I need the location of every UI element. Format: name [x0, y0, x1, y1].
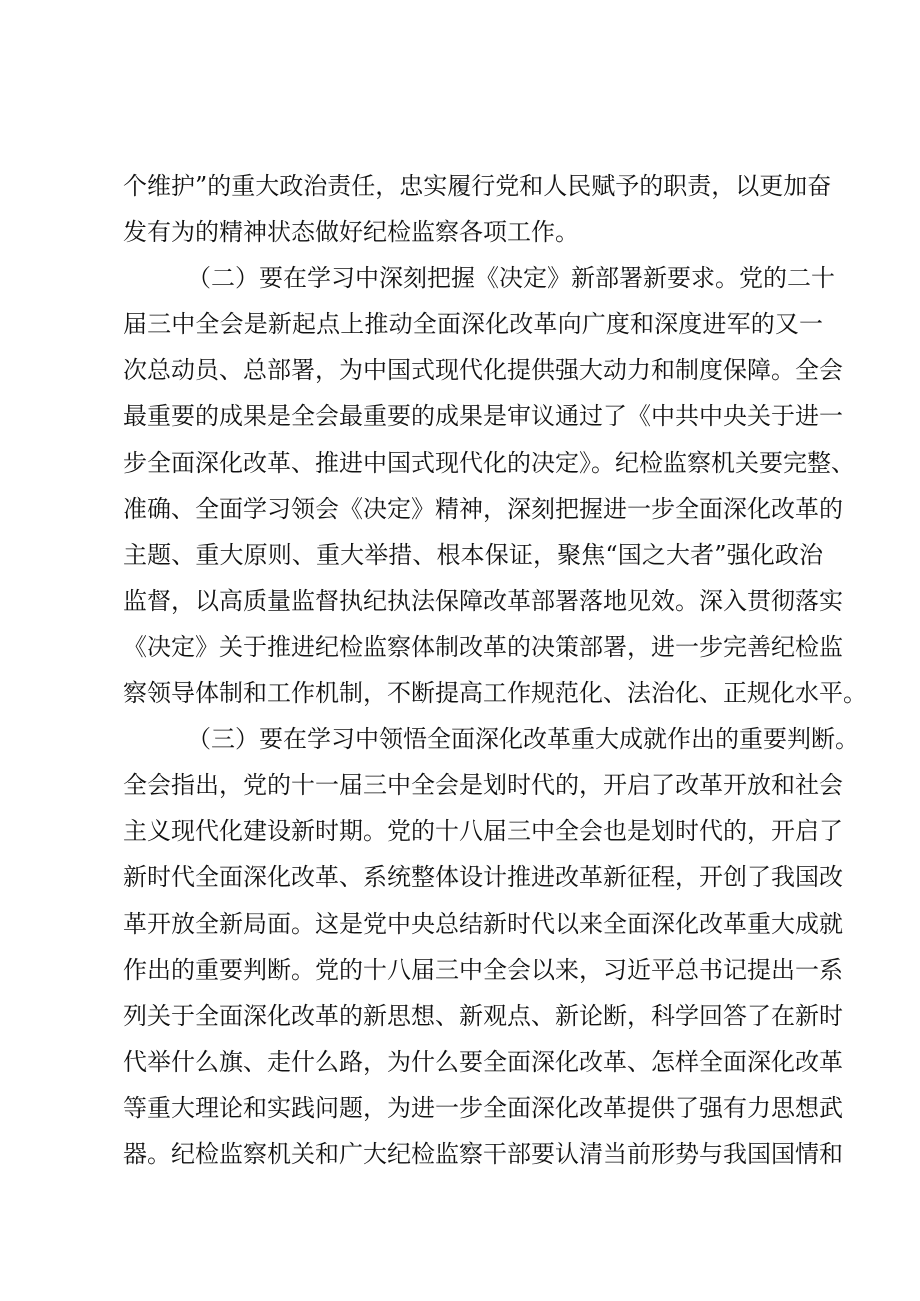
text-line: 次总动员、总部署，为中国式现代化提供强大动力和制度保障。全会: [123, 356, 843, 385]
text-line: 全会指出，党的十一届三中全会是划时代的，开启了改革开放和社会: [123, 771, 843, 800]
text-line: 《决定》关于推进纪检监察体制改革的决策部署，进一步完善纪检监: [123, 632, 843, 661]
text-line: 个维护”的重大政治责任，忠实履行党和人民赋予的职责，以更加奋: [123, 172, 832, 200]
text-line: 器。纪检监察机关和广大纪检监察干部要认清当前形势与我国国情和: [123, 1139, 843, 1168]
body-text: [123, 163, 867, 1177]
text-line: 准确、全面学习领会《决定》精神，深刻把握进一步全面深化改革的: [123, 494, 843, 523]
text-line: 最重要的成果是全会最重要的成果是审议通过了《中共中央关于进一: [123, 402, 843, 431]
text-line: 革开放全新局面。这是党中央总结新时代以来全面深化改革重大成就: [123, 909, 843, 938]
text-line: 主题、重大原则、重大举措、根本保证，聚焦“国之大者”强化政治: [123, 540, 823, 569]
section-heading-line: （二）要在学习中深刻把握《决定》新部署新要求。党的二十: [187, 264, 835, 293]
text-line: 监督，以高质量监督执纪执法保障改革部署落地见效。深入贯彻落实: [123, 586, 843, 615]
text-line: 主义现代化建设新时期。党的十八届三中全会也是划时代的，开启了: [123, 817, 843, 846]
text-line: 等重大理论和实践问题，为进一步全面深化改革提供了强有力思想武: [123, 1093, 843, 1122]
text-line: 察领导体制和工作机制，不断提高工作规范化、法治化、正规化水平。: [123, 679, 867, 708]
text-line: 届三中全会是新起点上推动全面深化改革向广度和深度进军的又一: [123, 310, 823, 339]
section-heading-line: （三）要在学习中领悟全面深化改革重大成就作出的重要判断。: [187, 725, 859, 754]
text-line: 发有为的精神状态做好纪检监察各项工作。: [123, 218, 579, 247]
text-line: 新时代全面深化改革、系统整体设计推进改革新征程，开创了我国改: [123, 863, 843, 892]
text-line: 列关于全面深化改革的新思想、新观点、新论断，科学回答了在新时: [123, 1001, 843, 1030]
text-line: 作出的重要判断。党的十八届三中全会以来，习近平总书记提出一系: [123, 955, 843, 984]
text-line: 步全面深化改革、推进中国式现代化的决定》。纪检监察机关要完整、: [123, 448, 855, 477]
text-line: 代举什么旗、走什么路，为什么要全面深化改革、怎样全面深化改革: [123, 1047, 843, 1076]
